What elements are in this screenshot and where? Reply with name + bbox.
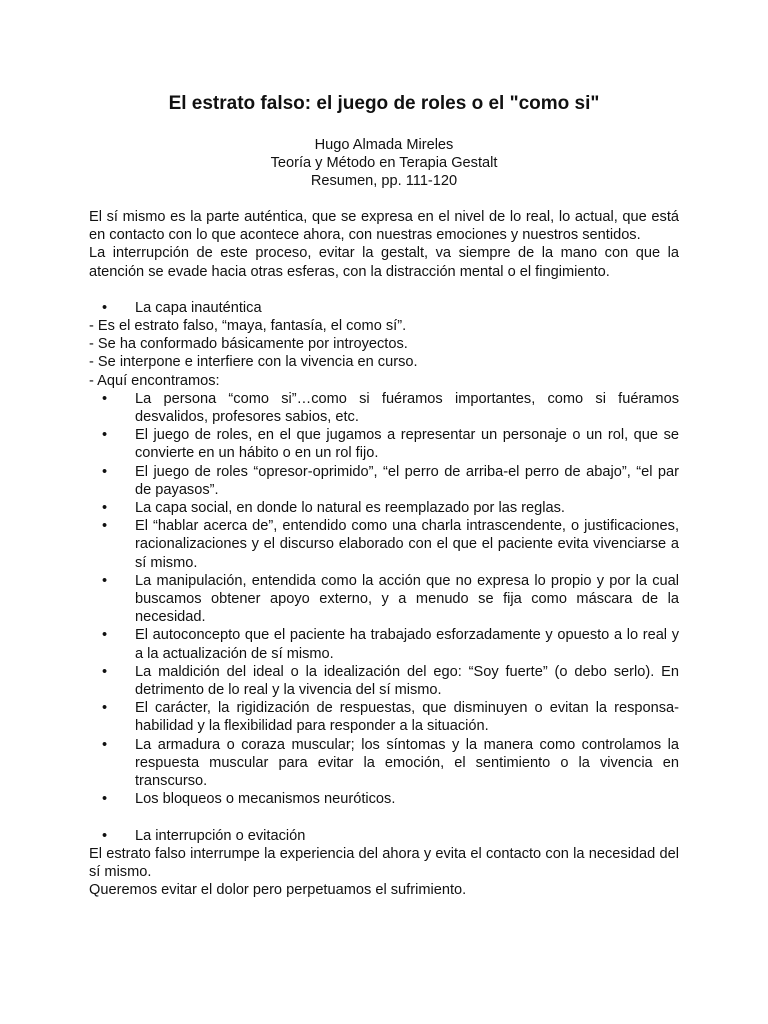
list-item-text: El juego de roles “opresor-oprimido”, “el perro de arriba-el perro de abajo”, “el par de payasos”. <box>135 463 679 498</box>
list-item-text: La capa social, en donde lo natural es reemplazado por las reglas. <box>135 500 565 517</box>
bullet-icon: • <box>102 700 108 717</box>
list-item <box>89 572 679 627</box>
document-body <box>89 208 679 899</box>
bullet-icon: • <box>102 390 108 407</box>
bullet-icon: • <box>102 663 108 680</box>
bullet-icon: • <box>102 463 108 480</box>
list-item-text: El autoconcepto que el paciente ha trabajado esforzadamente y opuesto a lo real y a la actualización de sí mismo. <box>135 627 679 662</box>
list-item <box>89 736 679 791</box>
list-item <box>89 626 679 662</box>
bullet-icon: • <box>102 299 108 316</box>
list-item-text: El carácter, la rigidización de respuestas, que disminuyen o evitan la responsa-habilidad y la flexibilidad para responder a la situación. <box>135 700 679 735</box>
document-title: El estrato falso: el juego de roles o el "como si" <box>168 93 600 114</box>
list-item <box>89 499 679 517</box>
list-item-text: Los bloqueos o mecanismos neuróticos. <box>135 791 396 808</box>
list-item-text: El juego de roles, en el que jugamos a representar un personaje o un rol, que se convierte en un hábito o en un rol fijo. <box>135 427 679 462</box>
list-item-text: La maldición del ideal o la idealización del ego: “Soy fuerte” (o debo serlo). En detrimento de lo real y la vivencia del sí mismo. <box>135 663 679 699</box>
dash-line: - Es el estrato falso, “maya, fantasía, el como sí”. <box>89 318 407 335</box>
list-item <box>89 663 679 699</box>
source-title: Teoría y Método en Terapia Gestalt <box>270 155 498 171</box>
list-item-text: La armadura o coraza muscular; los síntomas y la manera como controlamos la respuesta muscular para evitar la emoción, el sentimiento o la vivencia en transcurso. <box>135 736 679 790</box>
list-item-text: La persona “como si”…como si fuéramos importantes, como si fuéramos desvalidos, profesores sabios, etc. <box>135 390 679 426</box>
section-heading-text: La interrupción o evitación <box>135 827 306 844</box>
intro-paragraph: La interrupción de este proceso, evitar la gestalt, va siempre de la mano con que la atención se evade hacia otras esferas, con la distracción mental o el fingimiento. <box>89 245 679 280</box>
bullet-icon: • <box>102 827 108 844</box>
closing-paragraph: El estrato falso interrumpe la experiencia del ahora y evita el contacto con la necesidad del sí mismo. <box>89 845 679 880</box>
bullet-icon: • <box>102 791 108 808</box>
list-item <box>89 517 679 572</box>
list-item <box>89 699 679 735</box>
summary-pages: Resumen, pp. 111-120 <box>310 173 458 189</box>
bullet-icon: • <box>102 518 108 535</box>
bullet-icon: • <box>102 627 108 644</box>
spacer <box>89 281 679 299</box>
list-item-text: La manipulación, entendida como la acción que no expresa lo propio y por la cual buscamos obtener apoyo externo, y a menudo se fija como máscara de la necesidad. <box>135 572 679 626</box>
author-name: Hugo Almada Mireles <box>314 137 454 153</box>
dash-line: - Se ha conformado básicamente por introyectos. <box>89 336 408 353</box>
bullet-icon: • <box>102 736 108 753</box>
dash-line: - Aquí encontramos: <box>89 372 220 389</box>
section-heading <box>89 827 679 845</box>
bullet-icon: • <box>102 572 108 589</box>
intro-paragraph: El sí mismo es la parte auténtica, que se expresa en el nivel de lo real, lo actual, que está en contacto con lo que acontece ahora, con nuestras emociones y nuestros sentidos. <box>89 209 679 244</box>
list-item <box>89 426 679 462</box>
bullet-icon: • <box>102 427 108 444</box>
document-meta <box>0 136 768 190</box>
list-item-text: El “hablar acerca de”, entendido como una charla intrascendente, o justificaciones, racionalizaciones y el discurso elaborado con el que el paciente evita vivenciarse a sí mismo. <box>135 518 679 571</box>
dash-line: - Se interpone e interfiere con la vivencia en curso. <box>89 354 418 371</box>
spacer <box>89 809 679 827</box>
list-item <box>89 790 679 808</box>
bullet-icon: • <box>102 500 108 517</box>
section-heading-text: La capa inauténtica <box>135 299 262 316</box>
list-item <box>89 390 679 426</box>
list-item <box>89 463 679 499</box>
closing-paragraph: Queremos evitar el dolor pero perpetuamos el sufrimiento. <box>89 882 467 899</box>
section-heading <box>89 299 679 317</box>
